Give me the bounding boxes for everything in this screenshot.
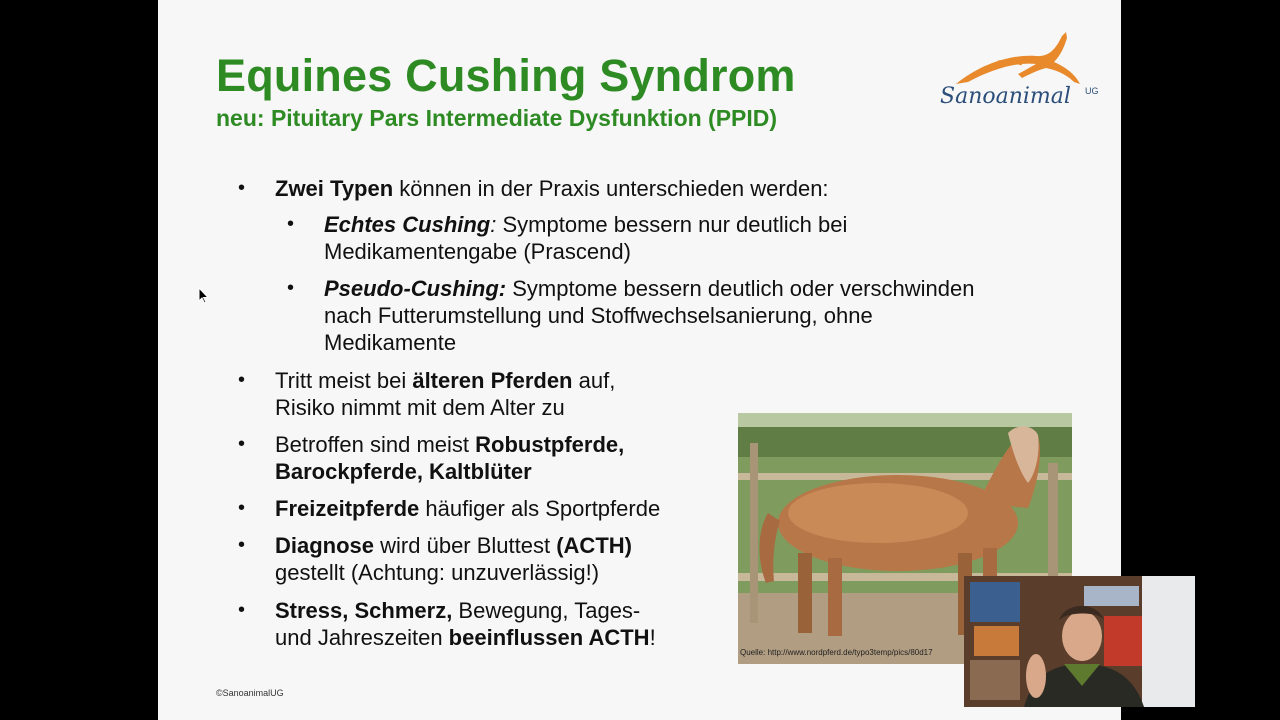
bullet-marker: • [238, 369, 246, 391]
bullet-text-line2: Risiko nimmt mit dem Alter zu [275, 395, 565, 420]
logo-wordmark: Sanoanimal [940, 84, 1071, 109]
copyright-footer: ©SanoanimalUG [216, 688, 284, 698]
bullet-stress-factors [275, 597, 656, 651]
bullet-text: können in der Praxis unterschieden werden: [393, 176, 829, 201]
mouse-cursor-icon [198, 287, 210, 305]
bullet-italic: : [490, 212, 497, 237]
bullet-two-types [275, 175, 829, 202]
bullet-diagnosis [275, 532, 632, 586]
bullet-bold: Diagnose [275, 533, 375, 558]
bullet-text: ! [649, 625, 656, 650]
bullet-text: Symptome bessern nur deutlich bei [496, 212, 848, 237]
photo-source-caption: Quelle: http://www.nordpferd.de/typo3temp/pics/80d17 [740, 648, 933, 657]
bullet-bold-line2: beeinflussen ACTH [448, 625, 650, 650]
bullet-marker: • [238, 534, 246, 556]
bullet-text-line3: Medikamente [324, 330, 457, 355]
bullet-text-line2: gestellt (Achtung: unzuverlässig!) [275, 560, 600, 585]
presenter-webcam [964, 576, 1195, 707]
bullet-text: häufiger als Sportpferde [419, 496, 661, 521]
bullet-text-line2: und Jahreszeiten [275, 625, 449, 650]
bullet-marker: • [238, 433, 246, 455]
bullet-bold: Freizeitpferde [275, 496, 420, 521]
bullet-text-line2: Medikamentengabe (Prascend) [324, 239, 631, 264]
sub-bullet-pseudo-cushing [324, 275, 974, 356]
bullet-marker: • [238, 177, 246, 199]
bullet-text: Tritt meist bei [275, 368, 413, 393]
bullet-affected-breeds [275, 431, 624, 485]
bullet-bold-italic: Echtes Cushing [324, 212, 491, 237]
bullet-bold: älteren Pferden [412, 368, 573, 393]
presenter-webcam-illustration [964, 576, 1195, 707]
sub-bullet-marker: • [287, 277, 295, 299]
bullet-text-line2: nach Futterumstellung und Stoffwechselsanierung, ohne [324, 303, 873, 328]
bullet-bold-italic: Pseudo-Cushing: [324, 276, 507, 301]
bullet-bold-line2: Barockpferde, Kaltblüter [275, 459, 532, 484]
logo-suffix: UG [1085, 86, 1099, 96]
sub-bullet-echtes-cushing [324, 211, 847, 265]
bullet-bold: Zwei Typen [275, 176, 394, 201]
sub-bullet-marker: • [287, 213, 295, 235]
bullet-text: wird über Bluttest [374, 533, 557, 558]
bullet-bold: Robustpferde, [475, 432, 625, 457]
bullet-leisure-horses [275, 495, 660, 522]
slide-subtitle: neu: Pituitary Pars Intermediate Dysfunktion (PPID) [216, 105, 778, 131]
bullet-bold: Stress, Schmerz, [275, 598, 453, 623]
bullet-bold: (ACTH) [556, 533, 632, 558]
slide-title: Equines Cushing Syndrom [216, 50, 796, 101]
bullet-marker: • [238, 497, 246, 519]
bullet-text: Symptome bessern deutlich oder verschwinden [506, 276, 975, 301]
bullet-marker: • [238, 599, 246, 621]
bullet-text: auf, [572, 368, 616, 393]
bullet-text: Bewegung, Tages- [452, 598, 641, 623]
bullet-text: Betroffen sind meist [275, 432, 476, 457]
bullet-older-horses [275, 367, 615, 421]
